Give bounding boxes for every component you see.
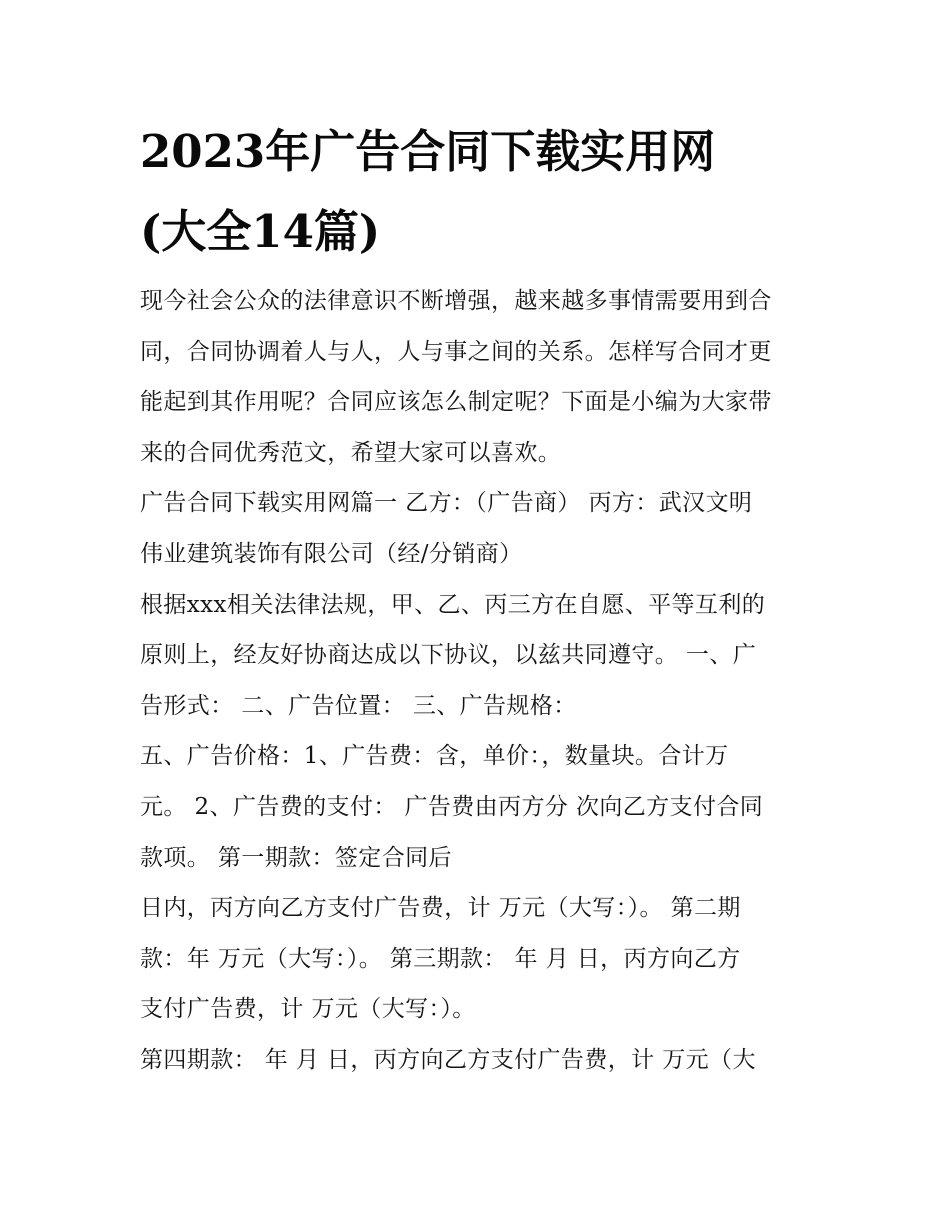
text-line: 第四期款： 年 月 日，丙方向乙方支付广告费，计 万元（大	[140, 1046, 756, 1073]
text-line: 元。 2、广告费的支付： 广告费由丙方分 次向乙方支付合同	[140, 793, 764, 820]
title-line-2: (大全14篇)	[140, 205, 381, 258]
text-line: 原则上，经友好协商达成以下协议，以兹共同遵守。 一、广	[140, 642, 757, 669]
text-line: 日内，丙方向乙方支付广告费，计 万元（大写：）。 第二期	[140, 895, 741, 922]
price-paragraph	[140, 731, 820, 883]
document-body	[140, 276, 820, 1086]
document-title	[140, 112, 820, 272]
text-line: 来的合同优秀范文，希望大家可以喜欢。	[140, 439, 562, 466]
text-line: 款项。 第一期款：签定合同后	[140, 844, 452, 871]
text-line: 现今社会公众的法律意识不断增强，越来越多事情需要用到合	[140, 288, 772, 314]
payment-paragraph	[140, 883, 820, 1035]
text-line: 根据xxx相关法律法规，甲、乙、丙三方在自愿、平等互利的	[140, 591, 766, 618]
text-line: 五、广告价格：1、广告费：含，单价：，数量块。合计万	[140, 743, 729, 770]
text-line: 能起到其作用呢？合同应该怎么制定呢？下面是小编为大家带	[140, 389, 772, 416]
parties-paragraph	[140, 478, 820, 579]
text-line: 支付广告费，计 万元（大写：）。	[140, 996, 476, 1023]
title-line-1: 2023年广告合同下载实用网	[140, 125, 716, 178]
text-line: 广告合同下载实用网篇一 乙方：（广告商） 丙方：武汉文明	[140, 490, 753, 517]
text-line: 同，合同协调着人与人，人与事之间的关系。怎样写合同才更	[140, 338, 772, 365]
text-line: 伟业建筑装饰有限公司（经/分销商）	[140, 540, 523, 567]
text-line: 告形式： 二、广告位置： 三、广告规格：	[140, 692, 577, 719]
fourth-payment-paragraph	[140, 1035, 820, 1086]
intro-paragraph	[140, 276, 820, 478]
text-line: 款：年 万元（大写：）。 第三期款： 年 月 日，丙方向乙方	[140, 945, 741, 972]
agreement-paragraph	[140, 580, 820, 732]
